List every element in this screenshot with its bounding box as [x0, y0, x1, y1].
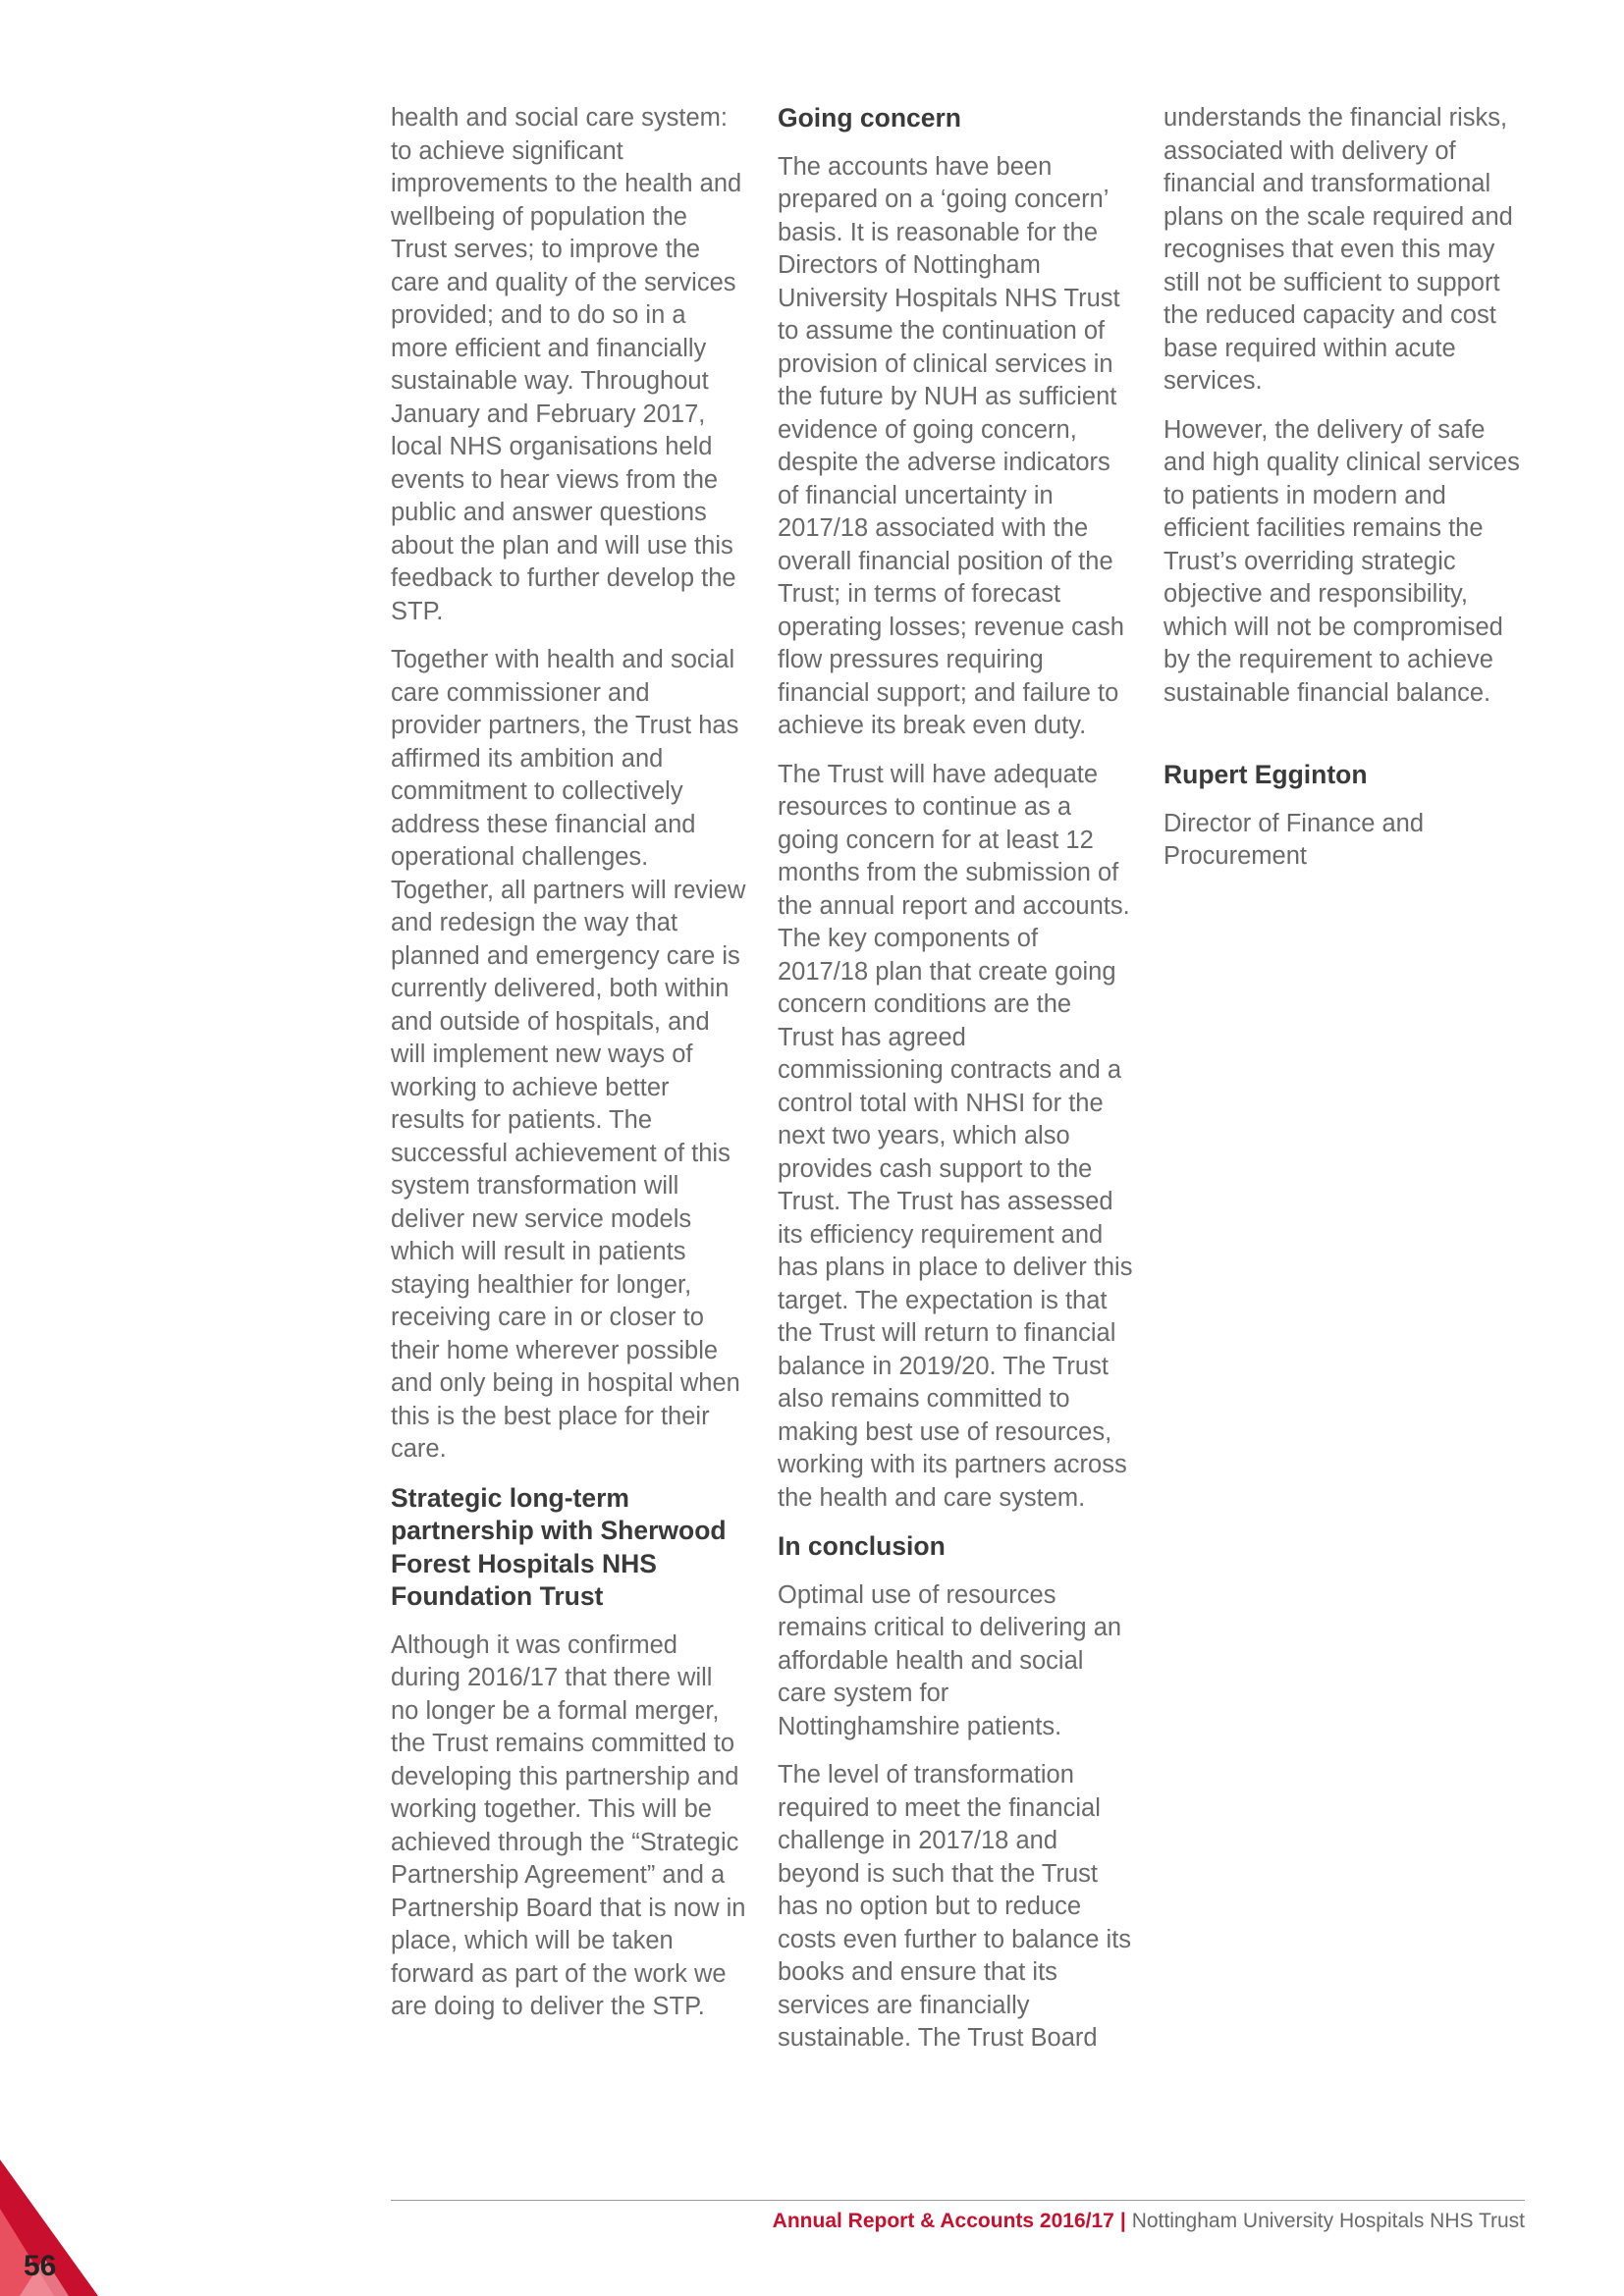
paragraph-transformation: The level of transformation required to meet the financial challenge in 2017/18 and beyond is such that the Trust has no option but to reduce costs even further to balance its books and ensure that its services are financially sustainable. The Trust Board: [778, 1761, 1132, 2052]
signatory-name: Rupert Egginton: [1164, 760, 1368, 789]
footer-divider: [391, 2200, 1525, 2201]
text-column-1: [391, 102, 746, 2040]
paragraph-optimal-use: Optimal use of resources remains critical to delivering an affordable health and social care system for Nottinghamshire patients.: [778, 1580, 1122, 1740]
footer-separator: |: [1119, 2210, 1126, 2232]
footer-report-title: Annual Report & Accounts 2016/17: [772, 2210, 1114, 2232]
footer-trust-name: Nottingham University Hospitals NHS Trust: [1131, 2210, 1525, 2232]
paragraph-strategic-objective: However, the delivery of safe and high quality clinical services to patients in modern and efficient facilities remains the Trust’s overriding strategic objective and responsibility, which will not be compromised by the requirement to achieve sustainable financial balance.: [1164, 415, 1520, 707]
paragraph-partners: Together with health and social care commissioner and provider partners, the Trust has affirmed its ambition and commitment to collectively address these financial and operational challenges. Together, all partners will review and redesign the way that planned and emergency care is currently delivered, both within and outside of hospitals, and will implement new ways of working to achieve better results for patients. The successful achievement of this system transformation will deliver new service models which will result in patients staying healthier for longer, receiving care in or closer to their home wherever possible and only being in hospital when this is the best place for their care.: [391, 646, 746, 1463]
heading-in-conclusion: In conclusion: [778, 1531, 946, 1561]
paragraph-going-concern: The accounts have been prepared on a ‘going concern’ basis. It is reasonable for the Directors of Nottingham University Hospitals NHS Trust to assume the continuation of provision of clinical services in the future by NUH as sufficient evidence of going concern, despite the adverse indicators of financial uncertainty in 2017/18 associated with the overall financial position of the Trust; in terms of forecast operating losses; revenue cash flow pressures requiring financial support; and failure to achieve its break even duty.: [778, 152, 1124, 739]
heading-going-concern: Going concern: [778, 103, 961, 133]
text-column-3: [1164, 102, 1529, 889]
paragraph-stp-intro: health and social care system: to achieve significant improvements to the health and wellbeing of population the Trust serves; to improve the care and quality of the services provided; and to do so in a more efficient and financially sustainable way. Throughout January and February 2017, local NHS organisations held events to hear views from the public and answer questions about the plan and will use this feedback to further develop the STP.: [391, 104, 742, 625]
page-number: 56: [24, 2250, 57, 2282]
paragraph-partnership: Although it was confirmed during 2016/17 that there will no longer be a formal merger, the Trust remains committed to developing this partnership and working together. This will be achieved through the “Strategic Partnership Agreement” and a Partnership Board that is now in place, which will be taken forward as part of the work we are doing to deliver the STP.: [391, 1630, 746, 2020]
footer: [773, 2207, 1525, 2236]
signatory-title: Director of Finance and Procurement: [1164, 809, 1425, 870]
paragraph-board-risks: understands the financial risks, associated with delivery of financial and transformational plans on the scale required and recognises that even this may still not be sufficient to support the reduced capacity and cost base required within acute services.: [1164, 104, 1513, 395]
text-column-2: [778, 102, 1133, 2071]
paragraph-adequate-resources: The Trust will have adequate resources to continue as a going concern for at least 12 months from the submission of the annual report and accounts. The key components of 2017/18 plan that create going concern conditions are the Trust has agreed commissioning contracts and a control total with NHSI for the next two years, which also provides cash support to the Trust. The Trust has assessed its efficiency requirement and has plans in place to deliver this target. The expectation is that the Trust will return to financial balance in 2019/20. The Trust also remains committed to making best use of resources, working with its partners across the health and care system.: [778, 760, 1133, 1512]
signature-block: [1164, 759, 1529, 874]
heading-strategic-partnership: Strategic long-term partnership with Sherwood Forest Hospitals NHS Foundation Trust: [391, 1482, 727, 1611]
